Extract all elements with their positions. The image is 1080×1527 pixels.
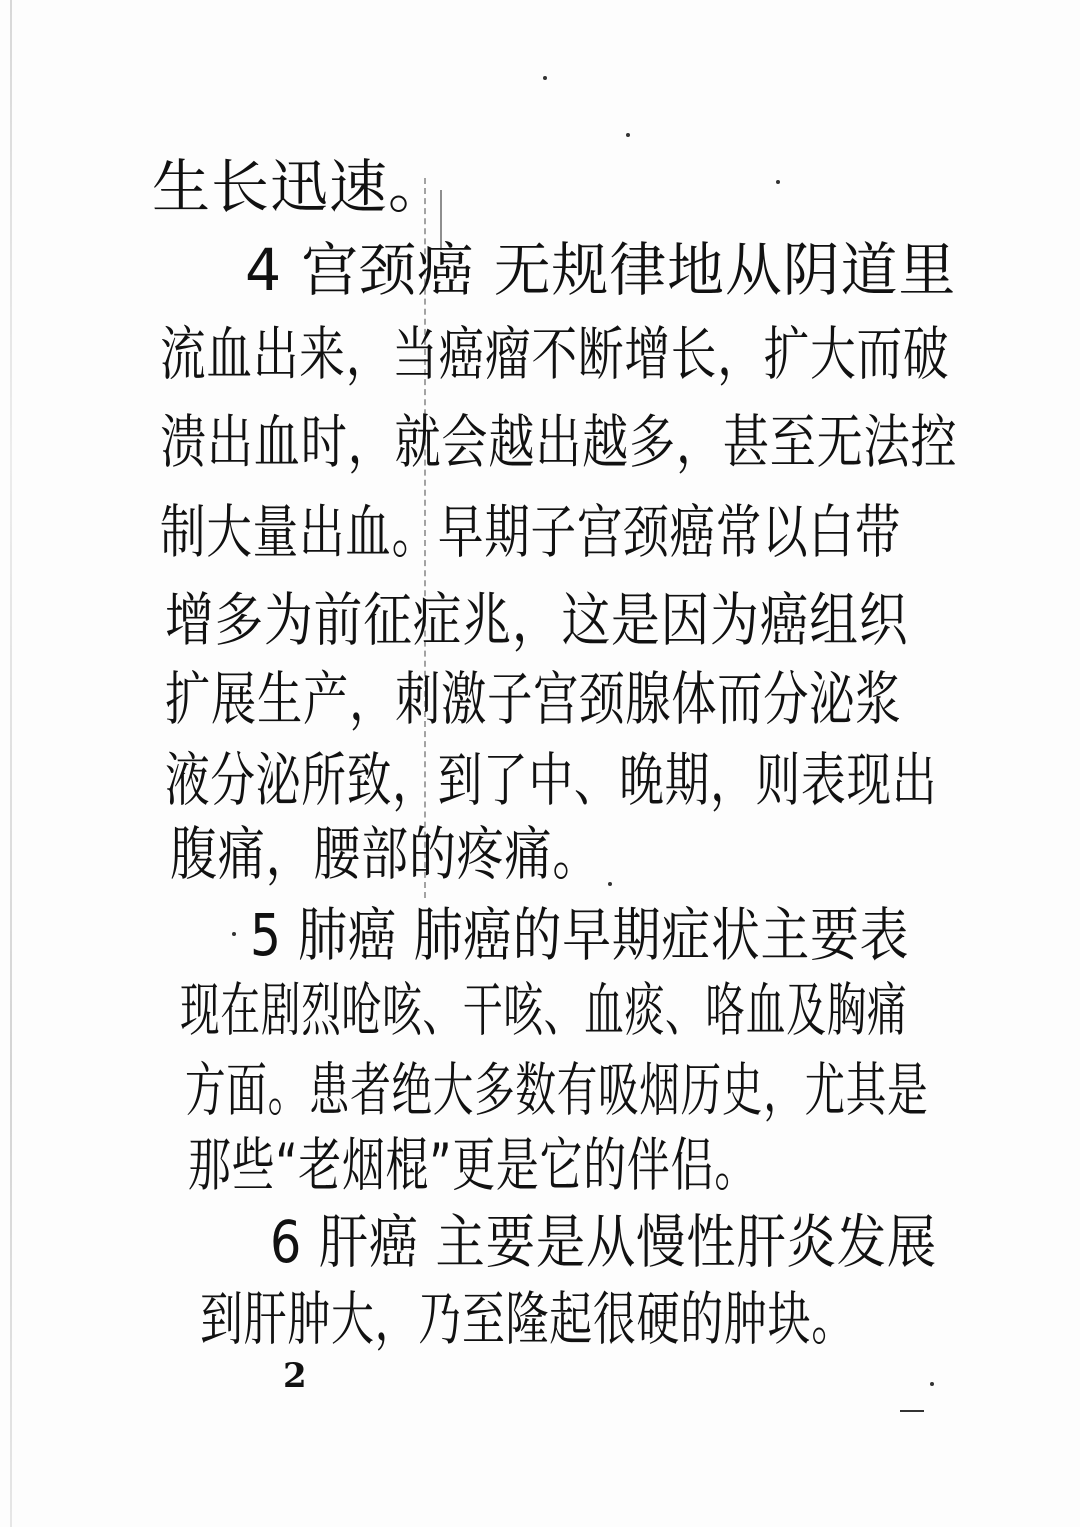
text-line-14: 6 肝癌 主要是从慢性肝炎发展 <box>270 1208 938 1276</box>
text-line-12: 方面。患者绝大多数有吸烟历史，尤其是 <box>185 1056 929 1124</box>
page-number: 2 <box>283 1356 307 1396</box>
scan-speck <box>543 76 547 80</box>
text-line-5: 制大量出血。早期子宫颈癌常以白带 <box>160 498 902 566</box>
scan-speck <box>930 1382 934 1386</box>
page-edge-shadow <box>10 0 12 1527</box>
scan-speck <box>776 180 780 184</box>
text-line-13: 那些“老烟棍”更是它的伴侣。 <box>188 1131 758 1199</box>
scan-speck <box>626 133 630 137</box>
text-line-8: 液分泌所致，到了中、晚期，则表现出 <box>165 746 938 814</box>
text-line-11: 现在剧烈呛咳、干咳、血痰、咯血及胸痛 <box>180 976 908 1044</box>
text-line-10: 5 肺癌 肺癌的早期症状主要表 <box>250 901 910 969</box>
text-line-9: 腹痛，腰部的疼痛。 <box>170 820 601 888</box>
text-line-7: 扩展生产，刺激子宫颈腺体而分泌浆 <box>165 665 902 733</box>
scan-speck <box>232 932 236 936</box>
text-line-6: 增多为前征症兆，这是因为癌组织 <box>165 586 909 654</box>
scan-speck <box>608 882 612 886</box>
text-line-3: 流血出来，当癌瘤不断增长，扩大而破 <box>160 320 950 388</box>
text-line-1: 生长迅速。 <box>152 153 448 221</box>
scan-dash <box>900 1410 924 1412</box>
text-line-4: 溃出血时，就会越出越多，甚至无法控 <box>160 408 958 476</box>
text-line-15: 到肝肿大，乃至隆起很硬的肿块。 <box>200 1285 855 1353</box>
text-line-2: 4 宫颈癌 无规律地从阴道里 <box>245 236 957 304</box>
